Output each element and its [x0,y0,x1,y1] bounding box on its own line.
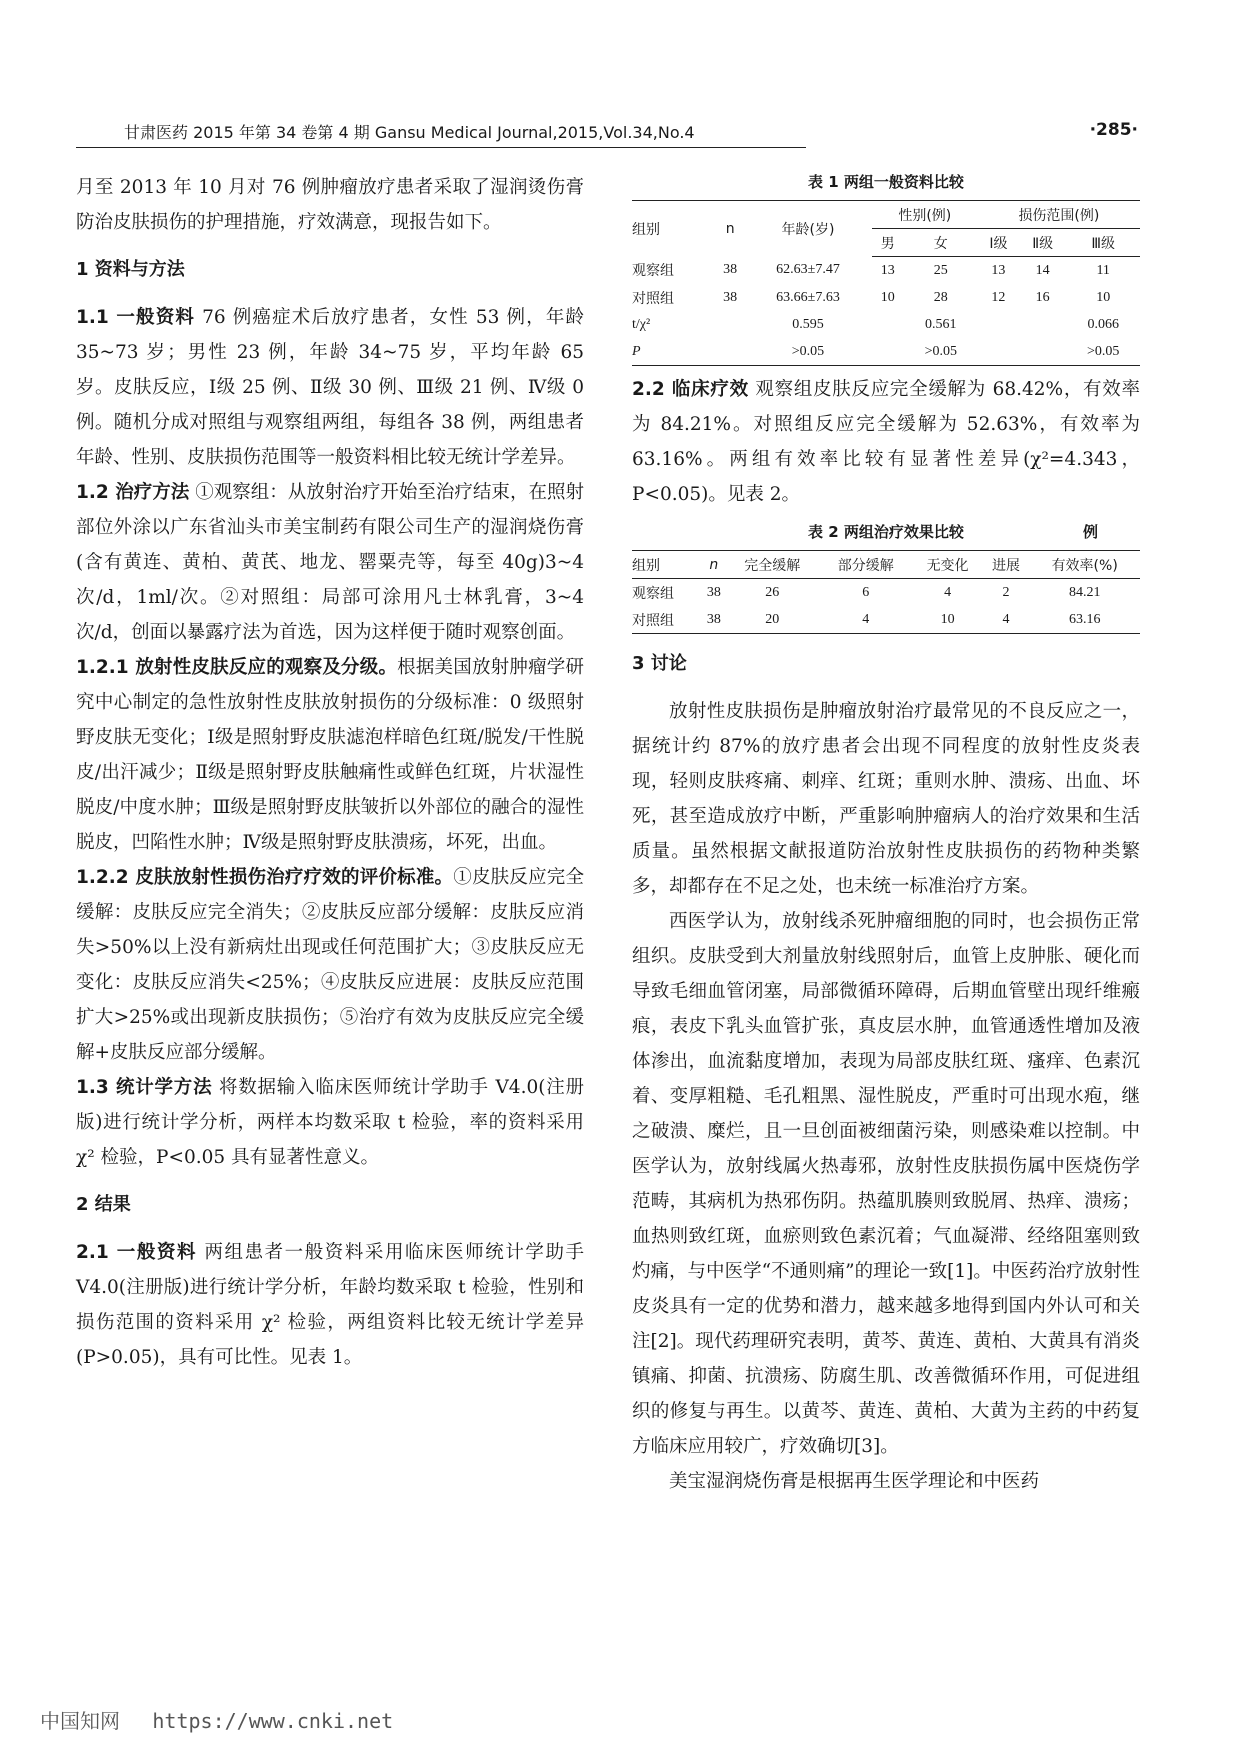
t1-cell: >0.05 [924,343,957,359]
t1-cell: 10 [880,289,895,305]
journal-header: 甘肃医药 2015 年第 34 卷第 4 期 Gansu Medical Journal,2015,Vol.34,No.4 [124,123,695,142]
table-row [632,338,1140,366]
t2-cell: 6 [862,584,870,600]
t2-cell: 20 [765,611,780,627]
t1-cell: 0.066 [1087,316,1119,332]
section-2-2 [632,372,1140,512]
section-1-2-text: ①观察组：从放射治疗开始至治疗结束，在照射部位外涂以广东省汕头市美宝制药有限公司生产的湿润烧伤膏(含有黄连、黄柏、黄芪、地龙、罂粟壳等，每至 40g)3~4 次/d，1ml/次。②对照组：局部可涂用凡士林乳膏，3~4 次/d，创面以暴露疗法为首选，因为这样便于随时观察创面。 [76,482,584,643]
section-1-1-text: 76 例癌症术后放疗患者，女性 53 例，年龄 35~73 岁；男性 23 例，年龄 34~75 岁，平均年龄 65 岁。皮肤反应，Ⅰ级 25 例、Ⅱ级 30 例、Ⅲ级 21 例、Ⅳ级 0 例。随机分成对照组与观察组两组，每组各 38 例，两组患者年龄、性别、皮肤损伤范围等一般资料相比较无统计学差异。 [76,307,585,468]
t1-cell: 16 [1035,289,1050,305]
discussion-paragraph-3: 美宝湿润烧伤膏是根据再生医学理论和中医药 [669,1471,1040,1492]
page-number: ·285· [1089,120,1138,140]
t1-header-n: n [725,220,735,237]
t1-cell: 14 [1035,262,1050,278]
t1-cell: 38 [723,262,738,278]
section-1-3-title: 1.3 统计学方法 [76,1077,213,1098]
section-2-2-title: 2.2 临床疗效 [632,379,749,400]
t2-header: 完全缓解 [726,551,820,579]
t1-cell [1019,311,1066,338]
t1-header-group: 组别 [632,221,660,238]
right-column [632,170,1140,1499]
t2-header: 无变化 [913,551,983,579]
section-3-heading: 3 讨论 [632,653,687,674]
t1-cell: 63.66±7.63 [776,289,840,305]
t2-cell: 26 [765,584,780,600]
section-1-1 [76,300,584,475]
section-1-1-title: 1.1 一般资料 [76,307,196,328]
section-1-2-title: 1.2 治疗方法 [76,482,190,503]
t2-cell: 2 [1002,584,1010,600]
t1-cell: 11 [1096,262,1110,278]
section-1-2-1-text: 根据美国放射肿瘤学研究中心制定的急性放射性皮肤放射损伤的分级标准：0 级照射野皮肤无变化；Ⅰ级是照射野皮肤滤泡样暗色红斑/脱发/干性脱皮/出汗减少；Ⅱ级是照射野皮肤触痛性或鲜色红斑，片状湿性脱皮/中度水肿；Ⅲ级是照射野皮肤皱折以外部位的融合的湿性脱皮，凹陷性水肿；Ⅳ级是照射野皮肤溃疡，坏死，出血。 [76,657,584,853]
t2-header: 部分缓解 [819,551,913,579]
t2-cell: 对照组 [632,613,674,629]
t2-cell: 63.16 [1068,611,1101,627]
t1-cell: 28 [933,289,948,305]
t2-cell: 4 [862,611,870,627]
table-row [632,257,1140,285]
t1-cell: 62.63±7.47 [776,262,840,278]
t2-header: 有效率(%) [1029,551,1140,579]
t1-cell: 0.561 [925,316,957,332]
t1-cell: 对照组 [632,291,674,307]
section-2-heading: 2 结果 [76,1194,131,1215]
t1-cell: t/χ² [632,316,651,332]
intro-paragraph: 月至 2013 年 10 月对 76 例肿瘤放疗患者采取了湿润烫伤膏防治皮肤损伤的护理措施，疗效满意，现报告如下。 [76,177,584,233]
t1-cell [872,311,904,338]
t1-cell [978,338,1019,366]
cnki-footer [40,1705,393,1734]
table-2-caption [632,520,1140,544]
t2-header: n [702,551,725,579]
t1-cell: >0.05 [1086,343,1120,359]
running-header [76,120,1138,148]
section-1-2-1 [76,650,584,860]
t1-cell [872,338,904,366]
t1-cell: 38 [723,289,738,305]
t1-cell: 0.595 [792,316,824,332]
t2-cell: 10 [940,611,955,627]
t1-header-grade3: Ⅲ级 [1066,229,1140,257]
section-2-1-title: 2.1 一般资料 [76,1242,198,1263]
t1-cell: 12 [991,289,1006,305]
table-1 [632,200,1140,366]
t2-cell: 38 [706,611,721,627]
section-1-2-1-title: 1.2.1 放射性皮肤反应的观察及分级。 [76,657,398,678]
t1-cell: 13 [880,262,895,278]
t1-cell: 10 [1096,289,1111,305]
t1-cell: 观察组 [632,264,674,280]
t2-cell: 4 [944,584,952,600]
section-1-2-2 [76,860,584,1070]
t1-header-grade2: Ⅱ级 [1019,229,1066,257]
t1-cell: 13 [991,262,1006,278]
table-row [632,606,1140,634]
t1-cell [716,338,744,366]
table-1-caption: 表 1 两组一般资料比较 [808,173,964,191]
t2-cell: 84.21 [1068,584,1101,600]
t2-header: 组别 [632,551,702,579]
section-2-1-text: 两组患者一般资料采用临床医师统计学助手 V4.0(注册版)进行统计学分析，年龄均数采取 t 检验，性别和损伤范围的资料采用 χ² 检验，两组资料比较无统计学差异(P>0.05)，具有可比性。见表 1。 [76,1242,584,1368]
table-2-unit: 例 [1082,523,1098,541]
discussion-paragraph-1: 放射性皮肤损伤是肿瘤放射治疗最常见的不良反应之一，据统计约 87%的放疗患者会出现不同程度的放射性皮炎表现，轻则皮肤疼痛、刺痒、红斑；重则水肿、溃疡、出血、坏死，甚至造成放疗中断，严重影响肿瘤病人的治疗效果和生活质量。虽然根据文献报道防治放射性皮肤损伤的药物种类繁多，却都存在不足之处，也未统一标准治疗方案。 [632,701,1140,897]
header-rule [76,147,806,148]
section-1-2 [76,475,584,650]
t1-cell: >0.05 [791,343,825,359]
section-2-2-text: 观察组皮肤反应完全缓解为 68.42%，有效率为 84.21%。对照组反应完全缓解为 52.63%，有效率为 63.16%。两组有效率比较有显著性差异(χ²=4.343，P<0.05)。见表 2。 [632,379,1140,505]
cnki-url-link[interactable]: https://www.cnki.net [152,1709,394,1733]
section-1-2-2-title: 1.2.2 皮肤放射性损伤治疗疗效的评价标准。 [76,867,454,888]
t1-header-range: 损伤范围(例) [978,201,1140,229]
section-1-2-2-text: ①皮肤反应完全缓解：皮肤反应完全消失；②皮肤反应部分缓解：皮肤反应消失>50%以上没有新病灶出现或任何范围扩大；③皮肤反应无变化：皮肤反应消失<25%；④皮肤反应进展：皮肤反应范围扩大>25%或出现新皮肤损伤；⑤治疗有效为皮肤反应完全缓解+皮肤反应部分缓解。 [76,867,584,1063]
section-2-1 [76,1235,584,1375]
t1-header-female: 女 [904,229,978,257]
t1-cell: P [632,343,641,359]
t1-header-age: 年龄(岁) [781,221,835,238]
table-row [632,284,1140,311]
table-row [632,579,1140,607]
discussion-paragraph-2: 西医学认为，放射线杀死肿瘤细胞的同时，也会损伤正常组织。皮肤受到大剂量放射线照射后，血管上皮肿胀、硬化而导致毛细血管闭塞，局部微循环障碍，后期血管壁出现纤维瘢痕，表皮下乳头血管扩张，真皮层水肿，血管通透性增加及液体渗出，血流黏度增加，表现为局部皮肤红斑、瘙痒、色素沉着、变厚粗糙、毛孔粗黑、湿性脱皮，严重时可出现水疱，继之破溃、糜烂，且一旦创面被细菌污染，则感染难以控制。中医学认为，放射线属火热毒邪，放射性皮肤损伤属中医烧伤学范畴，其病机为热邪伤阴。热蕴肌腠则致脱屑、热痒、溃疡；血热则致红斑，血瘀则致色素沉着；气血凝滞、经络阻塞则致灼痛，与中医学“不通则痛”的理论一致[1]。中医药治疗放射性皮炎具有一定的优势和潜力，越来越多地得到国内外认可和关注[2]。现代药理研究表明，黄芩、黄连、黄柏、大黄具有消炎镇痛、抑菌、抗溃疡、防腐生肌、改善微循环作用，可促进组织的修复与再生。以黄芩、黄连、黄柏、大黄为主药的中药复方临床应用较广，疗效确切[3]。 [632,911,1140,1457]
t1-cell: 25 [933,262,948,278]
table-2-title: 表 2 两组治疗效果比较 [808,523,964,541]
t1-header-grade1: Ⅰ级 [978,229,1019,257]
left-column [76,170,584,1375]
t1-cell [978,311,1019,338]
t2-cell: 观察组 [632,586,674,602]
t1-cell [716,311,744,338]
t1-cell [1019,338,1066,366]
section-1-heading: 1 资料与方法 [76,259,185,280]
section-1-3-text: 将数据输入临床医师统计学助手 V4.0(注册版)进行统计学分析，两样本均数采取 t 检验，率的资料采用 χ² 检验，P<0.05 具有显著性意义。 [76,1077,584,1168]
t2-cell: 4 [1002,611,1010,627]
t1-header-sex: 性别(例) [872,201,978,229]
table-row [632,311,1140,338]
t1-header-male: 男 [872,229,904,257]
t2-cell: 38 [706,584,721,600]
cnki-site-name: 中国知网 [40,1709,120,1733]
t2-header: 进展 [983,551,1030,579]
table-2 [632,550,1140,634]
section-1-3 [76,1070,584,1175]
